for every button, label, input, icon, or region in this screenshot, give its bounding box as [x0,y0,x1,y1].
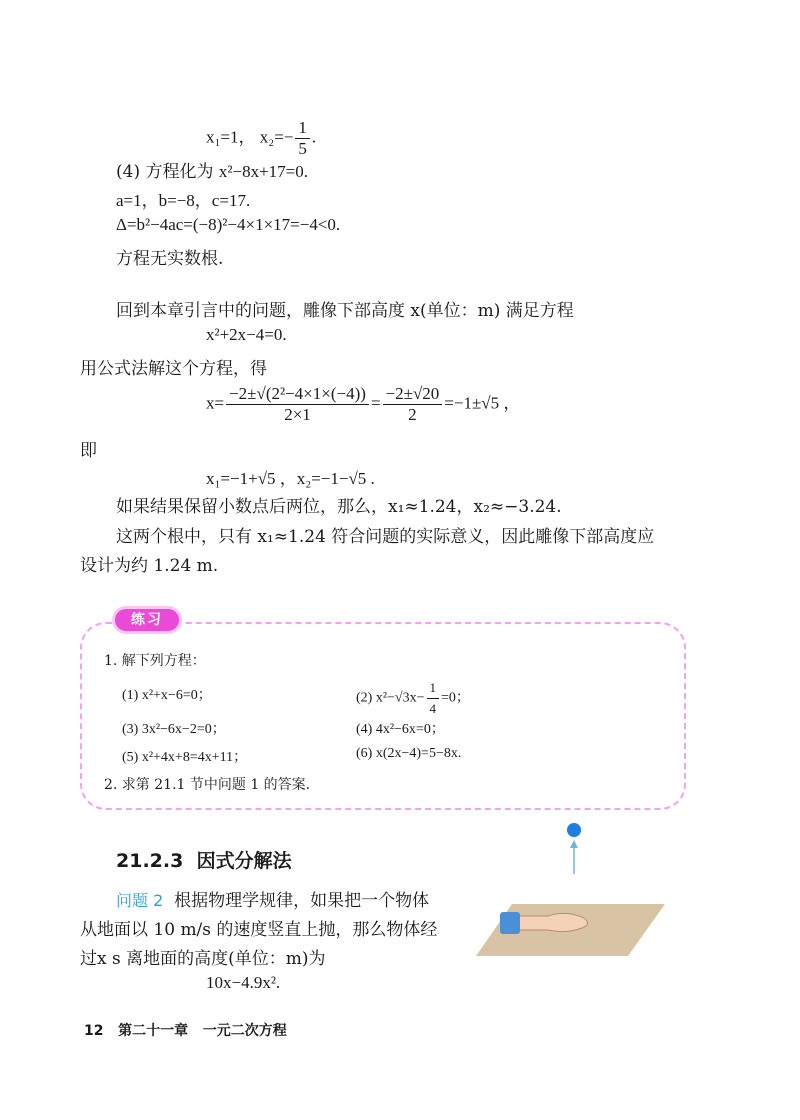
approx-roots: 如果结果保留小数点后两位，那么，x₁≈1.24，x₂≈−3.24. [116,497,562,517]
throw-illustration [470,818,670,960]
practice-item-2: (2) x²−√3x− $\frac{1}{4}$ =0； [356,680,470,716]
page-footer [84,1020,287,1040]
section-title: 因式分解法 [196,850,292,872]
problem2-line-3: 过x s 离地面的高度(单位：m)为 [80,949,326,969]
practice-q2: 2. 求第 21.1 节中问题 1 的答案. [104,777,311,793]
statue-equation: x²+2x−4=0. [206,325,287,344]
practice-item-4: (4) 4x²−6x=0； [356,722,445,737]
formula-fraction-2: $\frac{-2\pm√20}{2}$ [383,384,443,425]
up-arrow-head [570,840,578,848]
page-number: 12 [84,1023,104,1039]
fraction-one-fifth: $\frac{1}{5}$ [295,118,310,159]
practice-q1-title: 1. 解下列方程： [104,653,206,669]
section-heading [116,846,292,873]
practice-item-6: (6) x(2x−4)=5−8x. [356,746,462,761]
item4-equation: x²−8x+17=0. [218,162,308,181]
formula-fraction-1: $\frac{\text{−2±√(2²−4×1×(−4))}}{2\times 1}$ [226,384,369,425]
roots-line: x₁=1， x₂=− $\frac{1}{5}$ . [206,118,317,158]
root-x2: x₂=− [259,127,294,147]
ji-label: 即 [80,441,97,461]
practice-item-3: (3) 3x²−6x−2=0； [122,722,226,737]
problem2-line-1: 问题 2 根据物理学规律，如果把一个物体 [116,891,430,911]
sleeve-cuff [500,912,520,934]
chapter-title: 一元二次方程 [202,1023,287,1039]
statue-intro: 回到本章引言中的问题，雕像下部高度 x(单位：m) 满足方程 [116,301,574,321]
section-number: 21.2.3 [116,850,184,872]
chapter-number: 第二十一章 [118,1023,189,1039]
practice-tag: 练习 [112,606,182,634]
hand-icon [512,913,588,931]
practice-item-5: (5) x²+4x+8=4x+11； [122,750,248,765]
ball-icon [567,823,581,837]
height-expression: 10x−4.9x². [206,973,281,992]
no-real-roots: 方程无实数根. [116,249,224,269]
statue-roots: x₁=−1+√5 ，x₂=−1−√5 . [206,469,375,488]
problem2-label: 问题 2 [116,891,164,910]
discriminant: Δ=b²−4ac=(−8)²−4×1×17=−4<0. [116,215,341,234]
coefficients: a=1，b=−8，c=17. [116,191,251,210]
meaning-line-2: 设计为约 1.24 m. [80,556,219,576]
practice-item-1: (1) x²+x−6=0； [122,688,212,703]
solve-intro: 用公式法解这个方程，得 [80,359,267,379]
meaning-line-1: 这两个根中，只有 x₁≈1.24 符合问题的实际意义，因此雕像下部高度应 [116,527,655,547]
item4-line: (4) 方程化为 x²−8x+17=0. [116,162,308,182]
quadratic-formula: x= $\frac{\text{−2±√(2²−4×1×(−4))}}{2\times 1}$ = $\frac{-2\pm√20}{2}$ =−1±√5 ， [206,384,521,424]
root-x1: x₁=1， [206,127,256,147]
problem2-line-2: 从地面以 10 m/s 的速度竖直上抛，那么物体经 [80,920,438,940]
